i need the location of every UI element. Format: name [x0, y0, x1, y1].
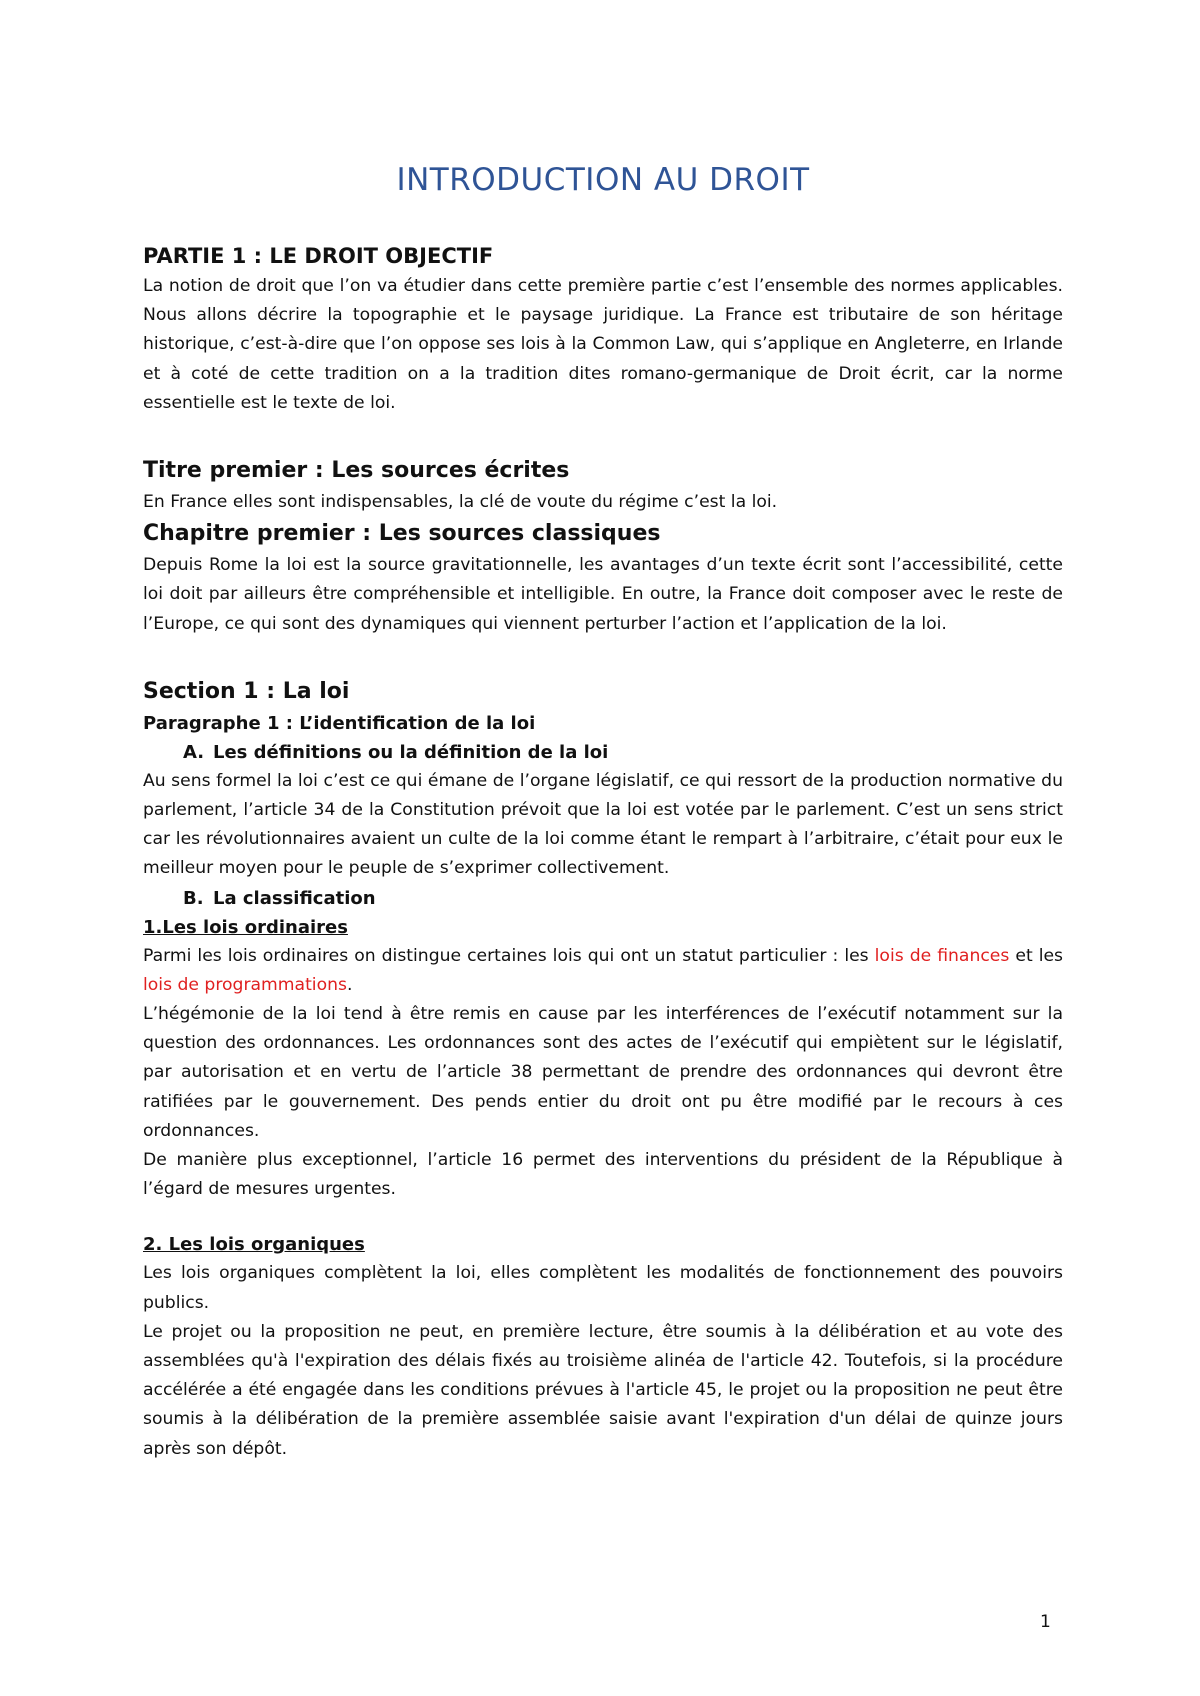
titre-1-paragraph: En France elles sont indispensables, la clé de voute du régime c’est la loi. — [143, 492, 778, 513]
subsection-a-paragraph: Au sens formel la loi c’est ce qui émane de l’organe législatif, ce qui ressort de la production normative du parlement, l’article 34 de la Constitution prévoit que la loi est votée par le parlement. C’est un sens strict car les révolutionnaires avaient un culte de la loi comme étant le rempart à l’arbitraire, c’était pour eux le meilleur moyen pour le peuple de s’exprimer collectivement. — [143, 770, 1063, 879]
section-1-heading: Section 1 : La loi — [143, 678, 350, 704]
document-body — [143, 160, 1063, 1464]
subsection-a-letter: A. — [183, 741, 205, 763]
lois-ordinaires-p1-end: . — [346, 974, 353, 995]
lois-organiques-paragraph-2: Le projet ou la proposition ne peut, en première lecture, être soumis à la délibération et au vote des assemblées qu'à l'expiration des délais fixés au troisième alinéa de l'article 42. Toutefois, si la procédure accélérée a été engagée dans les conditions prévues à l'article 45, le projet ou la proposition ne peut être soumis à la délibération de la première assemblée saisie avant l'expiration d'un délai de quinze jours après son dépôt. — [143, 1321, 1063, 1459]
partie-1-paragraph: La notion de droit que l’on va étudier dans cette première partie c’est l’ensemble des normes applicables. Nous allons décrire la topographie et le paysage juridique. La France est tributaire de son héritage historique, c’est-à-dire que l’on oppose ses lois à la Common Law, qui s’applique en Angleterre, en Irlande et à coté de cette tradition on a la tradition dites romano-germanique de Droit écrit, car la norme essentielle est le texte de loi. — [143, 276, 1063, 413]
paragraphe-1-heading: Paragraphe 1 : L’identification de la loi — [143, 712, 536, 734]
subsection-a-title: Les définitions ou la définition de la loi — [213, 741, 609, 763]
lois-de-finances-highlight: lois de finances — [874, 945, 1010, 966]
spacer — [143, 639, 1063, 675]
spacer — [143, 418, 1063, 454]
page-number: 1 — [1040, 1612, 1051, 1632]
subsection-a-heading — [143, 738, 1063, 767]
lois-organiques-heading: 2. Les lois organiques — [143, 1234, 365, 1256]
titre-1-heading: Titre premier : Les sources écrites — [143, 458, 570, 484]
lois-ordinaires-paragraph-1 — [143, 942, 1063, 1000]
spacer — [143, 1204, 1063, 1230]
lois-ordinaires-p1-mid: et les — [1009, 945, 1064, 966]
chapitre-1-paragraph: Depuis Rome la loi est la source gravitationnelle, les avantages d’un texte écrit sont l’accessibilité, cette loi doit par ailleurs être compréhensible et intelligible. En outre, la France doit composer avec le reste de l’Europe, ce qui sont des dynamiques qui viennent perturber l’action et l’application de la loi. — [143, 555, 1063, 634]
lois-ordinaires-paragraph-3: De manière plus exceptionnel, l’article 16 permet des interventions du président de la République à l’égard de mesures urgentes. — [143, 1150, 1063, 1200]
lois-ordinaires-p1-start: Parmi les lois ordinaires on distingue certaines lois qui ont un statut particulier : les — [143, 945, 875, 966]
subsection-b-letter: B. — [183, 887, 204, 909]
lois-organiques-paragraph-1: Les lois organiques complètent la loi, elles complètent les modalités de fonctionnement des pouvoirs publics. — [143, 1263, 1063, 1313]
lois-ordinaires-paragraph-2: L’hégémonie de la loi tend à être remis en cause par les interférences de l’exécutif notamment sur la question des ordonnances. Les ordonnances sont des actes de l’exécutif qui empiètent sur le législatif, par autorisation et en vertu de l’article 38 permettant de prendre des ordonnances qui devront être ratifiées par le gouvernement. Des pends entier du droit ont pu être modifié par le recours à ces ordonnances. — [143, 1004, 1063, 1141]
subsection-b-title: La classification — [213, 887, 376, 909]
document-title: INTRODUCTION AU DROIT — [396, 162, 810, 198]
lois-de-programmations-highlight: lois de programmations — [143, 974, 347, 995]
subsection-b-heading — [143, 884, 1063, 913]
chapitre-1-heading: Chapitre premier : Les sources classiques — [143, 521, 661, 547]
lois-ordinaires-heading: 1.Les lois ordinaires — [143, 916, 348, 938]
partie-1-heading: PARTIE 1 : LE DROIT OBJECTIF — [143, 244, 494, 268]
